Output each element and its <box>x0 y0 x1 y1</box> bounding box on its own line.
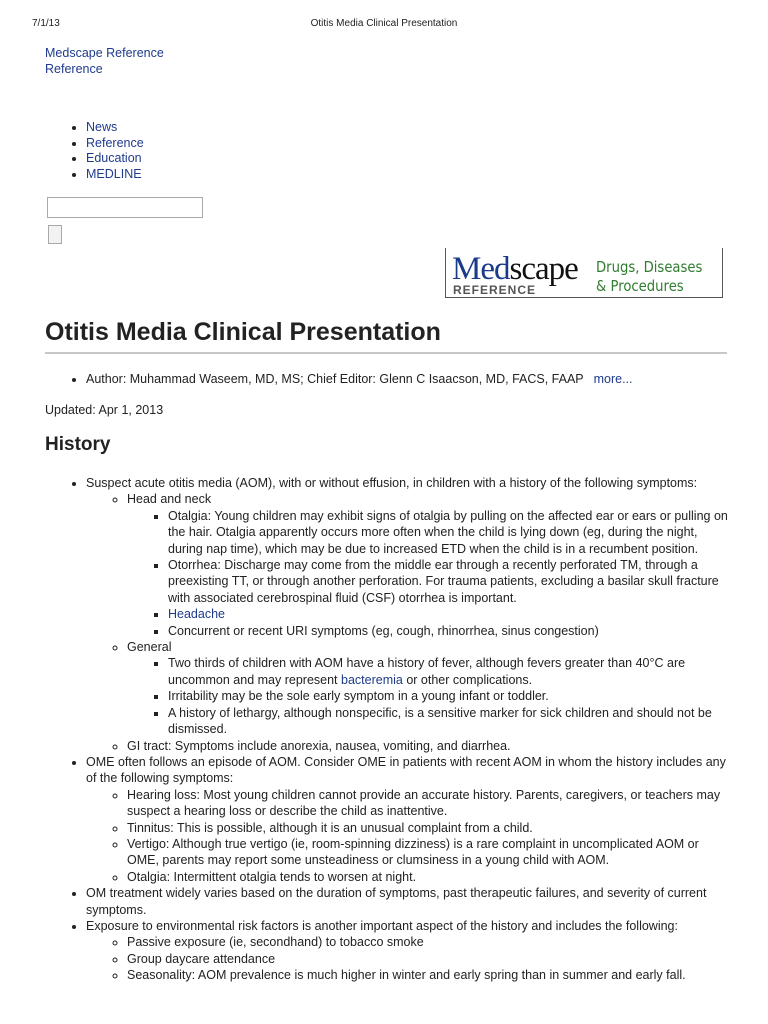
logo-scape: scape <box>509 251 578 287</box>
list-item <box>168 557 730 606</box>
medscape-reference-logo <box>445 248 723 298</box>
list-item-text: Tinnitus: This is possible, although it is an unusual complaint from a child. <box>127 820 533 835</box>
logo-med: Med <box>452 251 510 287</box>
list-item <box>127 967 730 983</box>
list-item <box>168 606 730 622</box>
list-item <box>127 820 730 836</box>
list-item <box>127 491 730 639</box>
list-item <box>127 869 730 885</box>
exposure-list <box>86 934 730 983</box>
list-item <box>127 787 730 820</box>
list-item <box>127 639 730 737</box>
more-authors-link[interactable]: more... <box>593 372 633 386</box>
logo-subtitle: REFERENCE <box>453 283 537 297</box>
nav-item-education <box>86 151 144 167</box>
top-nav <box>45 120 144 182</box>
list-item-text: Concurrent or recent URI symptoms (eg, cough, rhinorrhea, sinus congestion) <box>168 623 599 638</box>
medscape-reference-link[interactable]: Medscape Reference <box>45 46 164 60</box>
symptom-groups <box>86 491 730 754</box>
logo-tagline <box>596 258 702 296</box>
list-item <box>168 705 730 738</box>
list-item <box>86 885 730 918</box>
print-header <box>0 17 768 31</box>
list-item-text: Group daycare attendance <box>127 951 276 966</box>
list-item-text: Head and neck <box>127 492 212 507</box>
list-item <box>86 918 730 984</box>
list-item <box>168 623 730 639</box>
nav-link-education[interactable]: Education <box>86 151 142 165</box>
history-list <box>45 475 730 984</box>
list-item <box>127 738 730 754</box>
nav-link-medline[interactable]: MEDLINE <box>86 166 142 181</box>
list-item <box>127 934 730 950</box>
list-item <box>168 688 730 704</box>
list-item-text: GI tract: Symptoms include anorexia, nausea, vomiting, and diarrhea. <box>127 738 511 753</box>
list-item-text: Two thirds of children with AOM have a history of fever, although fevers greater than 40°C are uncommon and may represent <box>168 656 686 687</box>
list-item <box>127 951 730 967</box>
list-item-text: Otorrhea: Discharge may come from the middle ear through a recently perforated TM, through a preexisting TT, or through another perforation. For trauma patients, excluding a basilar skull fracture with associated cerebrospinal fluid (CSF) otorrhea is important. <box>168 558 719 605</box>
list-item <box>168 508 730 557</box>
list-item-text: Suspect acute otitis media (AOM), with or without effusion, in children with a history of the following symptoms: <box>86 476 698 490</box>
nav-link-news[interactable]: News <box>86 120 118 134</box>
page-title: Otitis Media Clinical Presentation <box>45 316 727 354</box>
head-neck-list <box>127 508 730 639</box>
ome-list <box>86 787 730 885</box>
list-item-text: OM treatment widely varies based on the duration of symptoms, past therapeutic failures, and severity of current symptoms. <box>86 886 707 917</box>
list-item-text: Hearing loss: Most young children cannot provide an accurate history. Parents, caregivers, or teachers may suspect a hearing loss or describe the child as inattentive. <box>127 787 721 819</box>
logo-tagline-line1: Drugs, Diseases <box>596 258 703 276</box>
search-button[interactable] <box>48 225 62 244</box>
logo-wordmark <box>452 252 578 286</box>
history-content <box>45 475 730 984</box>
author-text: Author: Muhammad Waseem, MD, MS; Chief Editor: Glenn C Isaacson, MD, FACS, FAAP <box>86 372 584 386</box>
list-item-text: Seasonality: AOM prevalence is much higher in winter and early spring than in summer and early fall. <box>127 968 686 983</box>
list-item-text: OME often follows an episode of AOM. Consider OME in patients with recent AOM in whom the history includes any of the following symptoms: <box>86 754 726 786</box>
print-date: 7/1/13 <box>32 18 60 29</box>
reference-link[interactable]: Reference <box>45 61 103 76</box>
list-item-text: or other complications. <box>402 672 533 687</box>
nav-item-medline <box>86 167 144 183</box>
section-heading-history: History <box>45 434 111 455</box>
print-page-title: Otitis Media Clinical Presentation <box>310 18 458 29</box>
author-list <box>45 371 633 387</box>
logo-tagline-line2: & Procedures <box>596 277 684 295</box>
list-item-text: Passive exposure (ie, secondhand) to tobacco smoke <box>127 935 424 950</box>
nav-link-reference[interactable]: Reference <box>86 135 144 150</box>
list-item-text: Otalgia: Intermittent otalgia tends to worsen at night. <box>127 869 417 884</box>
list-item <box>86 475 730 754</box>
headache-link[interactable]: Headache <box>168 607 225 622</box>
search-input[interactable] <box>47 197 203 218</box>
list-item-text: Vertigo: Although true vertigo (ie, room-spinning dizziness) is a rare complaint in uncomplicated AOM or OME, parents may report some unsteadiness or clumsiness in a young child with AOM. <box>127 836 699 868</box>
list-item-text: Irritability may be the sole early symptom in a young infant or toddler. <box>168 689 549 704</box>
site-links <box>45 46 164 77</box>
list-item <box>168 655 730 688</box>
general-list <box>127 655 730 737</box>
author-line <box>86 371 633 387</box>
list-item-text: A history of lethargy, although nonspecific, is a sensitive marker for sick children and should not be dismissed. <box>168 705 712 737</box>
nav-item-news <box>86 120 144 136</box>
nav-item-reference <box>86 136 144 152</box>
bacteremia-link[interactable]: bacteremia <box>341 672 403 687</box>
list-item <box>127 836 730 869</box>
list-item <box>86 754 730 885</box>
updated-date: Updated: Apr 1, 2013 <box>45 403 164 417</box>
list-item-text: Exposure to environmental risk factors is another important aspect of the history and includes the following: <box>86 918 678 933</box>
list-item-text: General <box>127 640 172 655</box>
list-item-text: Otalgia: Young children may exhibit signs of otalgia by pulling on the affected ear or ears or pulling on the hair. Otalgia apparently occurs more often when the child is lying down (eg, during the night, during nap time), which may be due to increased ETD when the child is in a recumbent position. <box>168 508 728 556</box>
